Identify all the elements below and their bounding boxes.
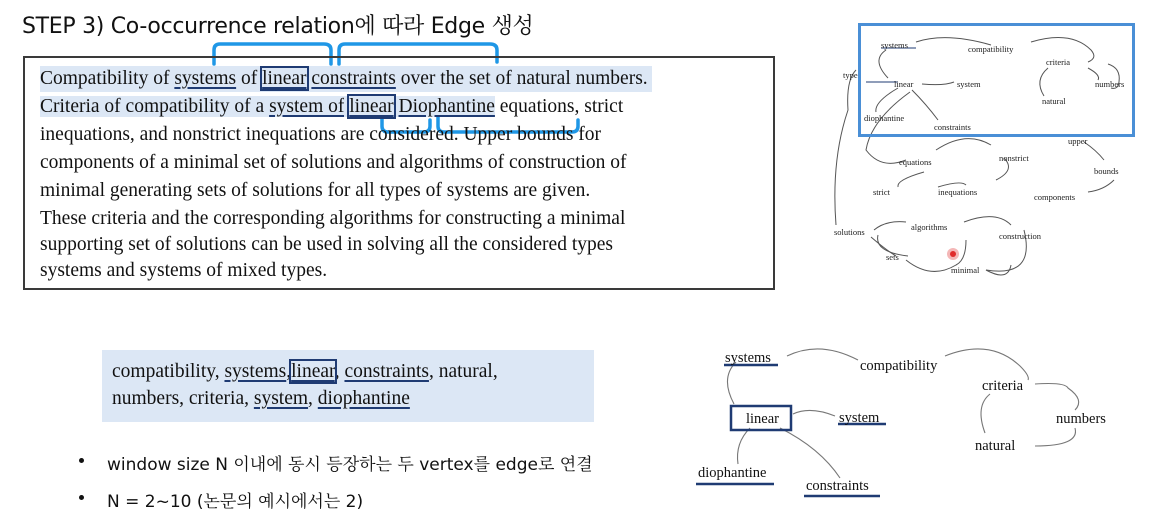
zoom-node-constraints: constraints bbox=[806, 478, 869, 494]
node-types: types bbox=[843, 70, 861, 80]
token-numbers-criteria: numbers, criteria, bbox=[112, 388, 254, 409]
word-system-of: system of bbox=[269, 96, 345, 117]
node-systems: systems bbox=[881, 40, 908, 50]
word-constraints: constraints bbox=[311, 68, 396, 89]
bullet-n-range: N = 2~10 (논문의 예시에서는 2) bbox=[107, 492, 364, 512]
node-criteria: criteria bbox=[1046, 57, 1071, 67]
node-strict: strict bbox=[873, 187, 890, 197]
text-run bbox=[394, 96, 399, 117]
passage-line-2 bbox=[40, 94, 623, 120]
edge-linear-constraints bbox=[780, 428, 840, 478]
edge bbox=[874, 222, 906, 230]
passage-line-3: inequations, and nonstrict inequations are considered. Upper bounds for bbox=[40, 124, 602, 145]
token-constraints: constraints bbox=[344, 361, 429, 382]
node-inequations: inequations bbox=[938, 187, 978, 197]
zoom-node-criteria: criteria bbox=[982, 378, 1024, 394]
zoom-node-numbers: numbers bbox=[1056, 411, 1106, 427]
token-compatibility: compatibility, bbox=[112, 361, 225, 382]
token-diophantine: diophantine bbox=[317, 388, 410, 409]
zoom-node-diophantine: diophantine bbox=[698, 465, 767, 481]
extracted-tokens bbox=[102, 350, 594, 422]
node-sets: sets bbox=[886, 252, 899, 262]
word-systems: systems bbox=[174, 68, 237, 89]
node-upper: upper bbox=[1068, 136, 1088, 146]
token-sep: , bbox=[308, 388, 318, 409]
node-diophantine: diophantine bbox=[864, 113, 905, 123]
edge-linear-diophantine bbox=[738, 428, 751, 464]
node-constraints: constraints bbox=[934, 122, 971, 132]
edge-criteria-numbers bbox=[1035, 384, 1079, 411]
zoom-node-linear: linear bbox=[746, 411, 780, 427]
zoomed-cooccurrence-graph bbox=[690, 338, 1130, 508]
node-minimal: minimal bbox=[951, 265, 980, 275]
text-run: Compatibility of bbox=[40, 68, 175, 89]
edge-numbers-natural bbox=[1035, 428, 1076, 446]
bullet-window-size: window size N 이내에 동시 등장하는 두 vertex를 edge로 연결 bbox=[107, 455, 593, 475]
passage-line-6: These criteria and the corresponding algorithms for constructing a minimal bbox=[40, 208, 626, 229]
word-linear-boxed-2: linear bbox=[349, 96, 394, 117]
passage-line-1 bbox=[40, 66, 652, 92]
node-algorithms: algorithms bbox=[911, 222, 948, 232]
node-construction: construction bbox=[999, 231, 1042, 241]
node-bounds: bounds bbox=[1094, 166, 1119, 176]
text-run: of bbox=[236, 68, 263, 89]
word-linear-boxed: linear bbox=[262, 68, 307, 89]
node-compatibility: compatibility bbox=[968, 44, 1014, 54]
node-natural: natural bbox=[1042, 96, 1066, 106]
bullet-dot bbox=[79, 458, 84, 463]
token-line-1 bbox=[112, 358, 498, 385]
abstract-passage bbox=[23, 56, 775, 290]
text-run: equations, strict bbox=[494, 96, 624, 117]
token-system: system bbox=[253, 388, 309, 409]
passage-line-7: supporting set of solutions can be used in solving all the considered types bbox=[40, 234, 613, 255]
edge bbox=[936, 139, 991, 150]
edge bbox=[1088, 180, 1114, 192]
text-run: Criteria of compatibility of a bbox=[40, 96, 270, 117]
node-components: components bbox=[1034, 192, 1076, 202]
node-solutions: solutions bbox=[834, 227, 865, 237]
edge-systems-compatibility bbox=[787, 349, 858, 360]
edge-criteria-natural bbox=[981, 394, 990, 433]
token-systems: systems bbox=[224, 361, 287, 382]
token-sep: , bbox=[286, 361, 292, 382]
cursor-dot bbox=[950, 251, 956, 257]
node-linear: linear bbox=[894, 79, 914, 89]
edge-compatibility-criteria bbox=[945, 349, 1028, 380]
node-system: system bbox=[957, 79, 981, 89]
passage-line-5: minimal generating sets of solutions for all types of systems are given. bbox=[40, 180, 591, 201]
edge bbox=[835, 70, 856, 225]
node-nonstrict: nonstrict bbox=[999, 153, 1029, 163]
zoom-node-systems: systems bbox=[725, 350, 771, 366]
token-line-2 bbox=[112, 385, 410, 412]
zoom-node-system: system bbox=[839, 410, 880, 426]
text-run: over the set of natural numbers. bbox=[395, 68, 648, 89]
zoom-node-compatibility: compatibility bbox=[860, 358, 938, 374]
zoom-node-natural: natural bbox=[975, 438, 1016, 454]
passage-line-8: systems and systems of mixed types. bbox=[40, 260, 328, 281]
edge-systems-linear bbox=[727, 362, 736, 404]
node-equations: equations bbox=[899, 157, 932, 167]
slide-title: STEP 3) Co-occurrence relation에 따라 Edge 생성 bbox=[22, 14, 534, 39]
token-sep: , natural, bbox=[428, 361, 498, 382]
token-linear-boxed: linear bbox=[291, 361, 335, 382]
passage-line-4: components of a minimal set of solutions and algorithms of construction of bbox=[40, 152, 627, 173]
node-numbers: numbers bbox=[1095, 79, 1125, 89]
edge bbox=[898, 172, 924, 187]
token-sep: , bbox=[334, 361, 340, 382]
word-diophantine: Diophantine bbox=[398, 96, 495, 117]
edge-linear-system bbox=[793, 410, 835, 416]
zoom-region-highlight bbox=[858, 23, 1135, 137]
edge bbox=[964, 217, 1011, 225]
bullet-dot bbox=[79, 495, 84, 500]
